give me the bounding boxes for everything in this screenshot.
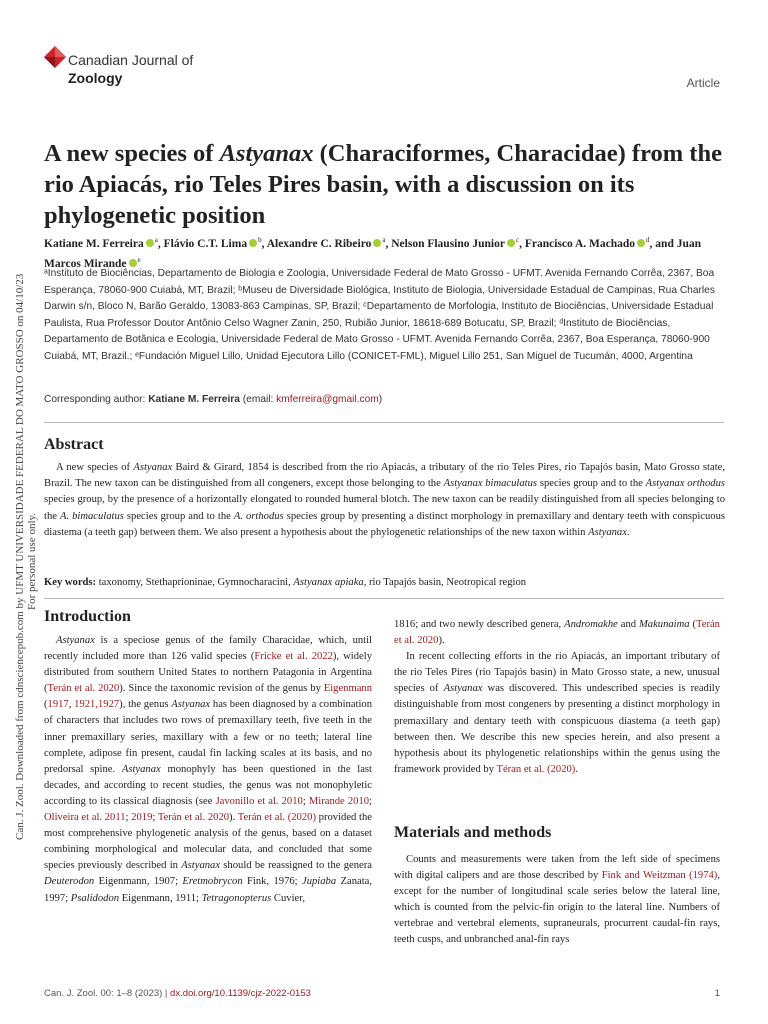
affiliation-marker: d [646, 236, 650, 244]
affiliations: ᵃInstituto de Biociências, Departamento de Biologia e Zoologia, Universidade Federal de Mato Grosso - UFMT. Avenida Fernando Corrêa, 2367, Boa Esperança, 78060-900 Cuiabá, MT, Brazil; ᵇMuseu de Diversidade Biológica, Instituto de Biologia, Universidade Estadual de Campinas, Rua Charles Darwin s/n, Bloco N, Barão Geraldo, 13083-863 Campinas, SP, Brazil; ᶜDepartamento de Morfologia, Instituto de Biociências, Universidade Estadual Paulista, Rua Professor Doutor Antônio Celso Wagner Zanin, 250, Rubião Junior, 18618-689 Botucatu, SP, Brazil; ᵈInstituto de Biociências, Departamento de Botânica e Ecologia, Universidade Federal de Mato Grosso - UFMT. Avenida Fernando Corrêa, 2367, Boa Esperança, 78060-900 Cuiabá, MT, Brazil.; ᵉFundación Miguel Lillo, Unidad Ejecutora Lillo (CONICET-FML), Miguel Lillo 251, San Miguel de Tucumán, 4000, Argentina [44, 268, 715, 362]
author-name[interactable]: Juan Marcos Mirande [44, 237, 702, 270]
author-name[interactable]: Katiane M. Ferreira [44, 237, 144, 250]
title-suffix: (Characiformes, Characidae) from the rio Apiacás, rio Teles Pires basin, with a discussion on its phylogenetic position [44, 140, 722, 229]
title-genus: Astyanax [219, 140, 314, 167]
orcid-icon[interactable] [373, 239, 381, 247]
personal-use-note: For personal use only. [26, 512, 38, 610]
author-name[interactable]: Alexandre C. Ribeiro [266, 237, 372, 250]
orcid-icon[interactable] [637, 239, 645, 247]
affiliation-marker: e [137, 255, 141, 264]
intro-paragraph-1-continued: 1816; and two newly described genera, Andromakhe and Makunaima (Terán et al. 2020). [394, 619, 720, 647]
keywords [44, 576, 725, 590]
footer-citation [44, 988, 311, 999]
left-column [44, 633, 372, 907]
download-note: Can. J. Zool. Downloaded from cdnsciencepub.com by UFMT UNIVERSIDADE FEDERAL DO MATO GROSSO on 04/10/23 [14, 273, 26, 840]
affiliation-marker: b [258, 236, 262, 244]
title-prefix: A new species of [44, 140, 220, 167]
page-number: 1 [714, 988, 720, 999]
abstract-heading: Abstract [44, 436, 104, 453]
orcid-icon[interactable] [507, 239, 515, 247]
doi-link[interactable]: dx.doi.org/10.1139/cjz-2022-0153 [170, 988, 311, 999]
intro-paragraph-2: In recent collecting efforts in the rio Apiacás, an important tributary of the rio Teles Pires (rio Tapajós basin) in Mato Grosso state, a new, unusual species of Astyanax was discovered. This undescribed species is readily distinguishable from most congeners by presenting a distinct morphology in premaxillary and dentary teeth with conspicuous diastema (a teeth gap) between then. We describe this new species herein, and also present a hypothesis about its phylogenetic relationships within the genus using the framework provided by Téran et al. (2020). [394, 651, 720, 775]
author-name[interactable]: Francisco A. Machado [524, 237, 636, 250]
journal-logo-icon [44, 46, 66, 68]
orcid-icon[interactable] [249, 239, 257, 247]
journal-name-line1: Canadian Journal of [68, 52, 194, 68]
methods-paragraph-1: Counts and measurements were taken from the left side of specimens with digital calipers and are those described by Fink and Weitzman (1974), except for the number of longitudinal scale series below the lateral line, which is counted from the pelvic-fin origin to the lateral line. Numbers of vertebrae and vertebral elements, supraneurals, procurrent caudal-fin rays, teeth cusps, and unbranched anal-fin rays [394, 854, 720, 946]
download-watermark [0, 180, 38, 840]
orcid-icon[interactable] [146, 239, 154, 247]
citation-text: Can. J. Zool. 00: 1–8 (2023) | [44, 988, 171, 999]
author-list: Katiane M. Ferreira $^a$, Flávio C.T. Lima $^b$, Alexandre C. Ribeiro $^a$, Nelson Flausino Junior $^c$, Francisco A. Machado $^d$, and Juan Marcos Mirande $^e$ [44, 236, 702, 270]
keywords-label: Key words: [44, 577, 97, 588]
right-column [394, 617, 720, 778]
affiliation-marker: a [382, 236, 386, 244]
corresponding-author [44, 393, 734, 407]
corresponding-label: Corresponding author: [44, 394, 149, 405]
methods-heading: Materials and methods [394, 824, 552, 841]
intro-paragraph-1: Astyanax is a speciose genus of the family Characidae, which, until recently included more than 126 valid species (Fricke et al. 2022), widely distributed from southern United States to northern Patagonia in Argentina (Terán et al. 2020). Since the taxonomic revision of the genus by Eigenmann (1917, 1921,1927), the genus Astyanax has been diagnosed by a combination of characters that includes two rows of premaxillary teeth, five teeth in the inner premaxillary series, maxillary with a few or no teeth; lateral line complete, adipose fin present, caudal fin lacking scales at its basis, and no predorsal spine. Astyanax monophyly has been questioned in the last decades, and according to recent studies, the genus was not monophyletic according to its classical diagnosis (see Javonillo et al. 2010; Mirande 2010; Oliveira et al. 2011; 2019; Terán et al. 2020). Terán et al. (2020) provided the most comprehensive phylogenetic analysis of the genus, based on a dataset combining morphological and molecular data, and concluded that some species previously described in Astyanax should be reassigned to the genera Deuterodon Eigenmann, 1907; Eretmobrycon Fink, 1976; Jupiaba Zanata, 1997; Psalidodon Eigenmann, 1911; Tetragonopterus Cuvier, [44, 635, 373, 904]
divider [44, 598, 724, 599]
author-name[interactable]: Flávio C.T. Lima [163, 237, 248, 250]
introduction-heading: Introduction [44, 608, 131, 625]
affiliation-marker: c [515, 236, 520, 244]
corresponding-email-link[interactable]: kmferreira@gmail.com [276, 394, 379, 405]
divider [44, 422, 724, 423]
affiliation-marker: a [154, 236, 158, 244]
corresponding-name: Katiane M. Ferreira [148, 394, 240, 405]
author-name[interactable]: Nelson Flausino Junior [391, 237, 505, 250]
article-type-label: Article [686, 76, 720, 90]
abstract-text: A new species of Astyanax Baird & Girard, 1854 is described from the rio Apiacás, a tributary of the rio Teles Pires, rio Tapajós basin, Mato Grosso state, Brazil. The new taxon can be distinguished from all congeners, except those belonging to the Astyanax bimaculatus species group and to the Astyanax orthodus species group, by the presence of a horizontally elongated to rounded humeral blotch. The new taxon can be readily distinguished from all species belonging to the A. bimaculatus species group and to the A. orthodus species group by presenting a distinct morphology in premaxillary and dentary teeth with conspicuous diastema (a teeth gap) between them. We also present a hypothesis about the phylogenetic relationships of the new taxon within Astyanax. [44, 462, 725, 538]
paper-title [44, 138, 724, 231]
keywords-list: taxonomy, Stethaprioninae, Gymnocharacini, Astyanax apiaka, rio Tapajós basin, Neotropical region [96, 577, 527, 588]
journal-name-line2: Zoology [68, 70, 123, 86]
email-close: ) [378, 394, 383, 405]
email-open: (email: [239, 394, 277, 405]
methods-column [394, 852, 720, 949]
